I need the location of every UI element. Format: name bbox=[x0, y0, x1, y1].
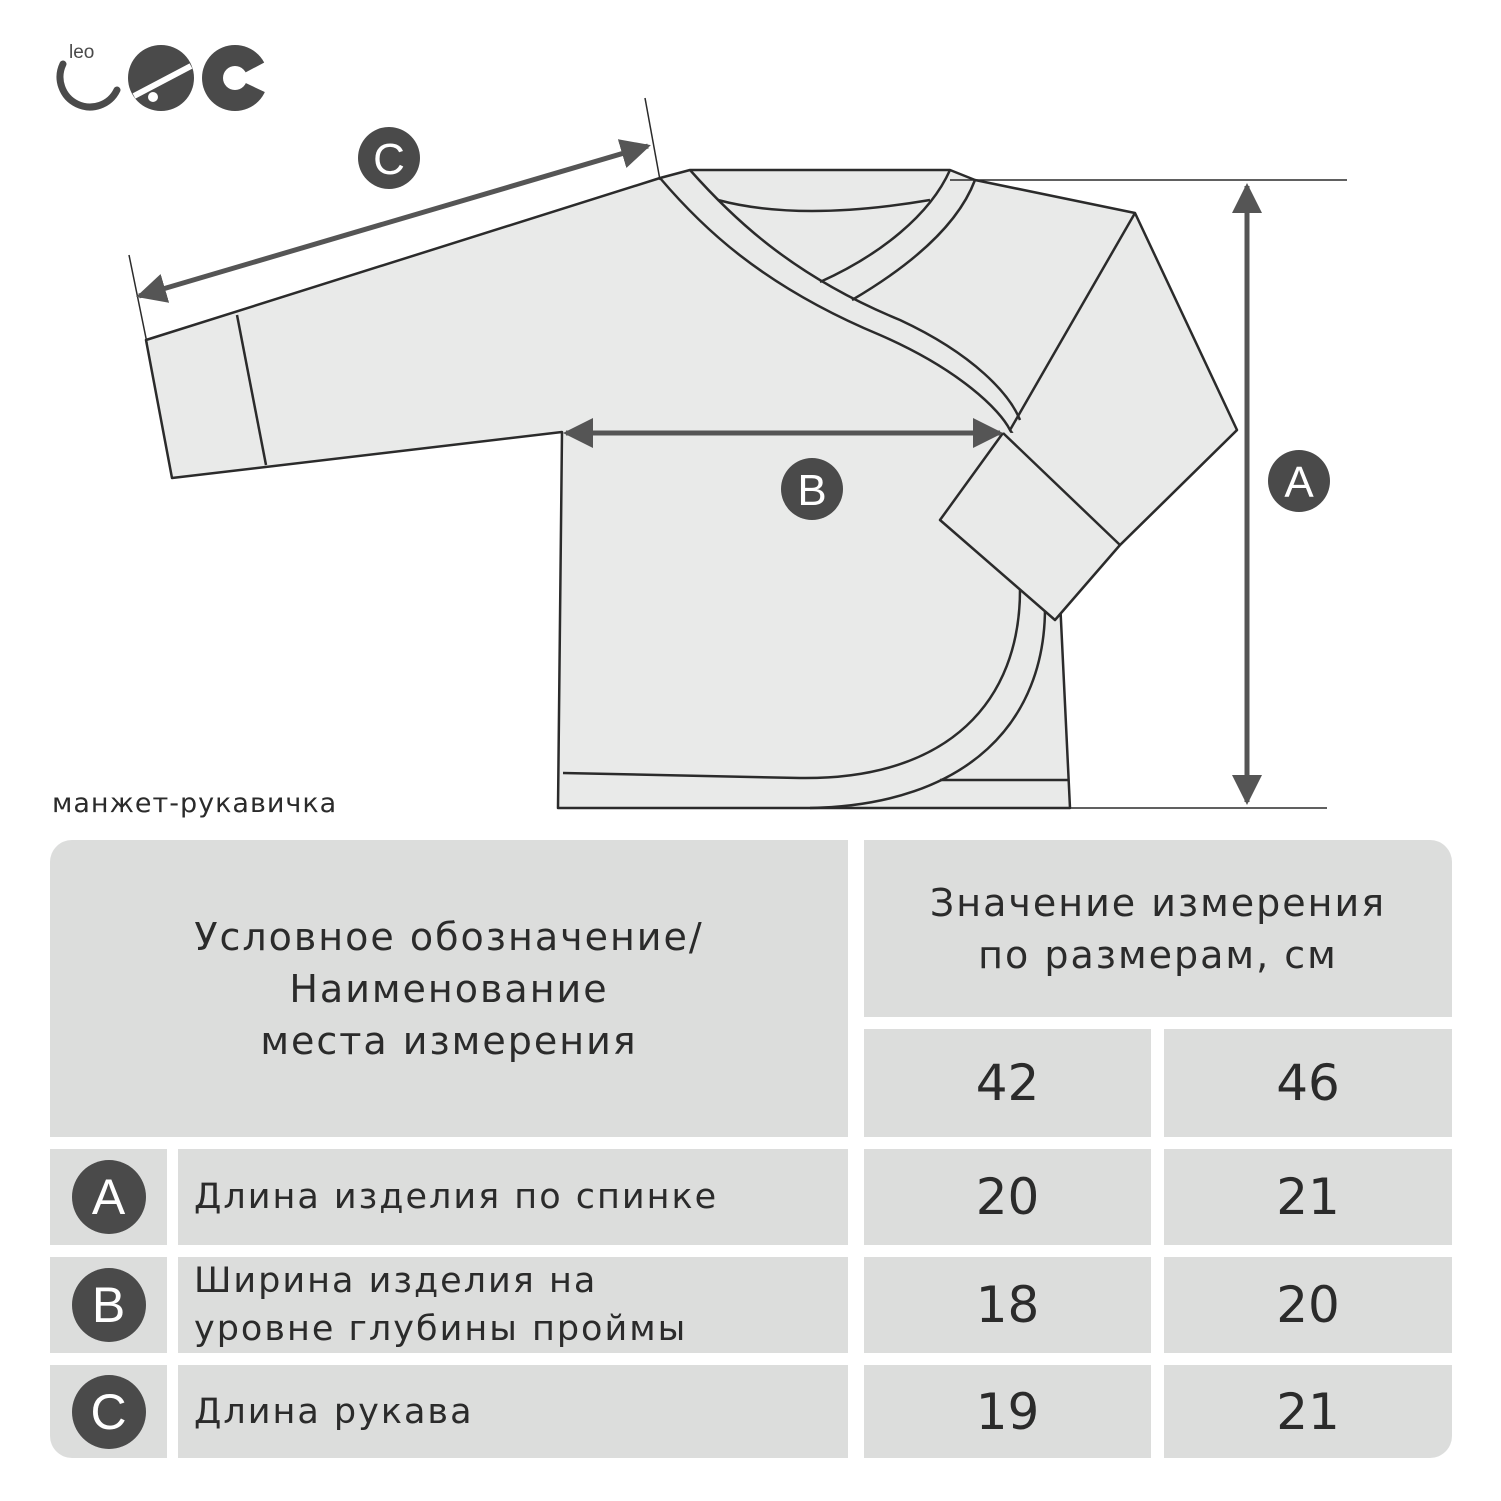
row-b-value-46-text: 20 bbox=[1276, 1276, 1340, 1334]
header-left-cell bbox=[50, 840, 848, 1137]
size-header-46 bbox=[1164, 1029, 1452, 1137]
size-header-42 bbox=[864, 1029, 1151, 1137]
badge-c-label: C bbox=[373, 135, 405, 184]
row-c-name-cell bbox=[178, 1365, 848, 1458]
row-b-value-42-text: 18 bbox=[975, 1276, 1040, 1334]
row-b-name-text: Ширина изделия на уровне глубины проймы bbox=[194, 1261, 688, 1349]
row-c-value-46 bbox=[1164, 1365, 1452, 1458]
row-b-name-cell bbox=[178, 1257, 848, 1353]
row-b-badge-label: B bbox=[91, 1277, 126, 1333]
badge-b-label: B bbox=[797, 466, 827, 515]
row-a-value-46-text: 21 bbox=[1276, 1168, 1340, 1226]
row-c-value-46-text: 21 bbox=[1276, 1382, 1340, 1441]
row-a-value-42-text: 20 bbox=[975, 1168, 1040, 1226]
row-c-name-text: Длина рукава bbox=[194, 1391, 474, 1432]
row-c-value-42-text: 19 bbox=[975, 1382, 1040, 1441]
row-b-badge bbox=[72, 1268, 146, 1342]
row-c-value-42 bbox=[864, 1365, 1151, 1458]
badge-c bbox=[358, 127, 420, 189]
badge-a-label: A bbox=[1284, 458, 1314, 507]
size-46-text: 46 bbox=[1276, 1054, 1340, 1112]
row-a-badge-label: A bbox=[91, 1169, 126, 1225]
row-a-value-46 bbox=[1164, 1149, 1452, 1245]
badge-b bbox=[781, 458, 843, 520]
row-b-code-cell bbox=[50, 1257, 167, 1353]
row-c-badge bbox=[72, 1375, 146, 1449]
row-a-value-42 bbox=[864, 1149, 1151, 1245]
jacket-outline bbox=[146, 170, 1237, 808]
header-right-cell bbox=[864, 840, 1452, 1017]
row-c-badge-label: C bbox=[90, 1383, 127, 1440]
size-42-text: 42 bbox=[975, 1054, 1040, 1112]
badge-a bbox=[1268, 450, 1330, 512]
logo-small-text: leo bbox=[69, 42, 95, 63]
header-right-text: Значение измерения по размерам, см bbox=[929, 880, 1387, 977]
row-a-code-cell bbox=[50, 1149, 167, 1245]
row-b-value-42 bbox=[864, 1257, 1151, 1353]
cuff-label: манжет-рукавичка bbox=[52, 788, 338, 819]
row-a-name-cell bbox=[178, 1149, 848, 1245]
row-b-value-46 bbox=[1164, 1257, 1452, 1353]
row-a-name-text: Длина изделия по спинке bbox=[194, 1177, 719, 1217]
header-left-text: Условное обозначение/ Наименование места измерения bbox=[194, 914, 704, 1063]
row-c-code-cell bbox=[50, 1365, 167, 1458]
row-a-badge bbox=[72, 1160, 146, 1234]
